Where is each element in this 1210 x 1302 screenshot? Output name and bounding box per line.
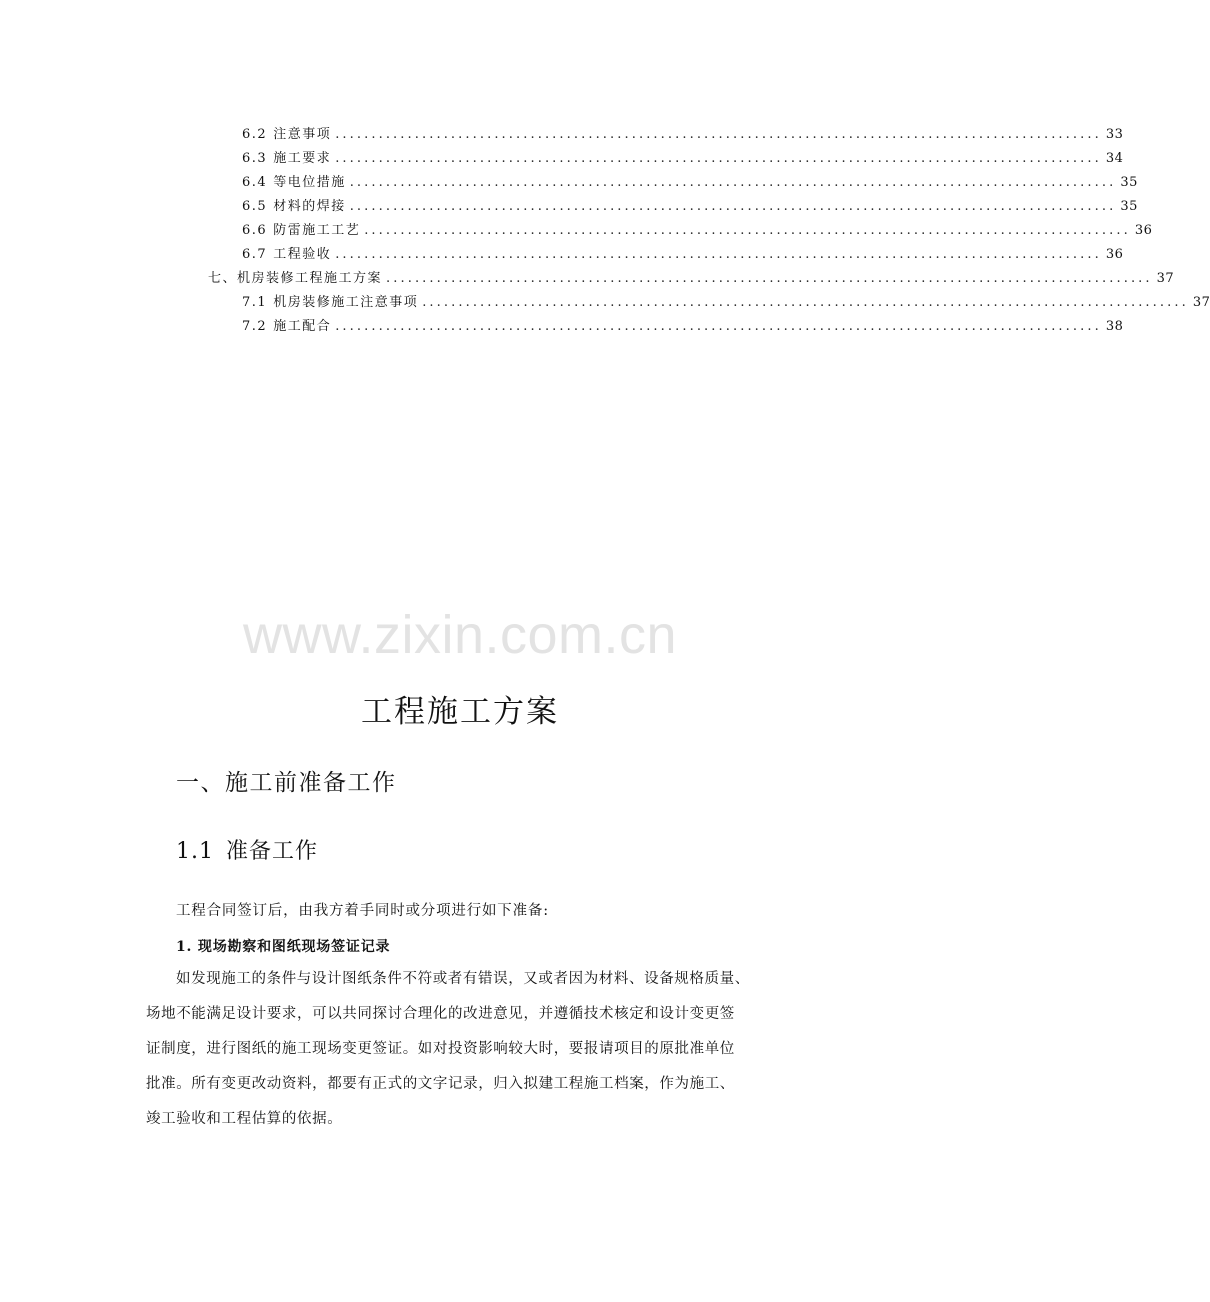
toc-entry-page: 37 [1192, 295, 1210, 310]
paragraph-line: 如发现施工的条件与设计图纸条件不符或者有错误，又或者因为材料、设备规格质量、 [176, 971, 750, 987]
toc-entry-page: 33 [1105, 127, 1124, 142]
toc-entry-title: 施工配合 [273, 319, 332, 334]
toc-entry[interactable] [242, 172, 1138, 194]
toc-entry-number: 6.3 [242, 151, 268, 166]
toc-leader: .......................................................................................................... [422, 295, 1189, 310]
toc-entry-chapter[interactable] [208, 268, 1175, 290]
toc-entry-number: 6.2 [242, 127, 268, 142]
toc-entry-number: 7.2 [242, 319, 268, 334]
toc-entry-title: 等电位措施 [273, 175, 346, 190]
paragraph-line: 场地不能满足设计要求，可以共同探讨合理化的改进意见，并遵循技术核定和设计变更签 [146, 1006, 735, 1022]
toc-leader: .......................................................................................................... [364, 223, 1131, 238]
toc-leader: .......................................................................................................... [349, 175, 1117, 190]
toc-entry-title: 注意事项 [273, 127, 332, 142]
toc-entry[interactable] [242, 124, 1124, 146]
toc-leader: .......................................................................................................... [335, 319, 1102, 334]
section-heading: 一、施工前准备工作 [176, 770, 397, 796]
toc-entry[interactable] [242, 292, 1210, 314]
subsection-heading [176, 834, 318, 865]
toc-entry-number: 6.4 [242, 175, 268, 190]
paragraph-line: 证制度，进行图纸的施工现场变更签证。如对投资影响较大时，要报请项目的原批准单位 [146, 1041, 735, 1057]
toc-entry[interactable] [242, 196, 1138, 218]
toc-entry-page: 35 [1120, 175, 1138, 190]
toc-leader: .......................................................................................................... [335, 247, 1102, 262]
subsection-number: 1.1 [176, 839, 214, 864]
toc-leader: .......................................................................................................... [386, 271, 1153, 286]
intro-paragraph: 工程合同签订后，由我方着手同时或分项进行如下准备: [176, 903, 549, 919]
toc-entry-title: 材料的焊接 [273, 199, 346, 214]
paragraph-line: 批准。所有变更改动资料，都要有正式的文字记录，归入拟建工程施工档案，作为施工、 [146, 1076, 735, 1092]
paragraph-line: 竣工验收和工程估算的依据。 [146, 1111, 343, 1127]
toc-entry-number: 6.7 [242, 247, 268, 262]
toc-leader: .......................................................................................................... [349, 199, 1117, 214]
toc-entry-title: 工程验收 [273, 247, 332, 262]
toc-entry-page: 37 [1156, 271, 1175, 286]
toc-entry[interactable] [242, 244, 1124, 266]
toc-entry-page: 38 [1105, 319, 1124, 334]
item-heading: 1. 现场勘察和图纸现场签证记录 [176, 939, 391, 955]
toc-leader: .......................................................................................................... [335, 127, 1102, 142]
toc-entry-title: 施工要求 [273, 151, 332, 166]
toc-entry-title: 防雷施工工艺 [273, 223, 361, 238]
toc-entry-number: 6.6 [242, 223, 268, 238]
toc-entry-page: 35 [1120, 199, 1138, 214]
toc-entry-number: 6.5 [242, 199, 268, 214]
toc-leader: .......................................................................................................... [335, 151, 1102, 166]
toc-entry-page: 34 [1105, 151, 1124, 166]
toc-entry-title: 机房装修施工注意事项 [273, 295, 419, 310]
toc-entry-page: 36 [1134, 223, 1153, 238]
body-paragraph [146, 968, 806, 1143]
toc-entry-title: 七、机房装修工程施工方案 [208, 271, 383, 286]
toc-entry-number: 7.1 [242, 295, 268, 310]
document-title: 工程施工方案 [361, 694, 559, 730]
toc-entry[interactable] [242, 220, 1153, 242]
toc-entry[interactable] [242, 148, 1124, 170]
toc-entry[interactable] [242, 316, 1124, 338]
subsection-title: 准备工作 [226, 839, 319, 864]
toc-entry-page: 36 [1105, 247, 1124, 262]
watermark: www.zixin.com.cn [242, 605, 678, 665]
